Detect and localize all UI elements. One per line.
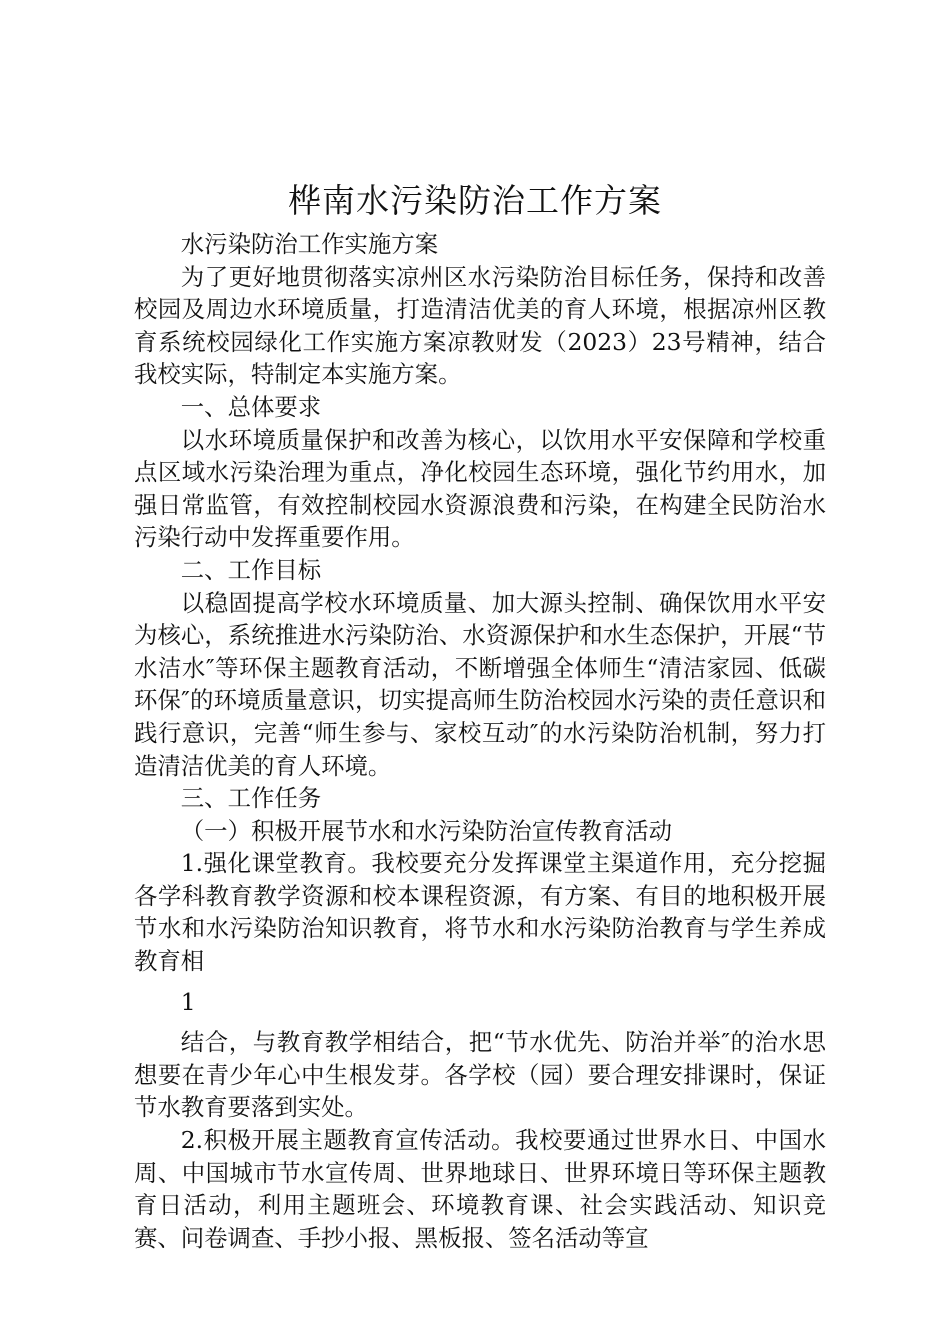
paragraph: 1.强化课堂教育。我校要充分发挥课堂主渠道作用，充分挖掘各学科教育教学资源和校本课程资源，有方案、有目的地积极开展节水和水污染防治知识教育，将节水和水污染防治教育与学生养成教育相 xyxy=(134,849,826,976)
paragraph: 为了更好地贯彻落实凉州区水污染防治目标任务，保持和改善校园及周边水环境质量，打造清洁优美的育人环境，根据凉州区教育系统校园绿化工作实施方案凉教财发（2023）23号精神，结合我校实际，特制定本实施方案。 xyxy=(134,262,826,389)
section-heading: 三、工作任务 xyxy=(180,784,322,813)
section-heading: 水污染防治工作实施方案 xyxy=(180,230,439,258)
section-heading: 一、总体要求 xyxy=(180,392,322,421)
paragraph: 以稳固提高学校水环境质量、加大源头控制、确保饮用水平安为核心，系统推进水污染防治、水资源保护和水生态保护，开展“节水洁水″等环保主题教育活动，不断增强全体师生“清洁家园、低碳环保″的环境质量意识，切实提高师生防治校园水污染的责任意识和践行意识，完善“师生参与、家校互动″的水污染防治机制，努力打造清洁优美的育人环境。 xyxy=(134,588,826,780)
paragraph: 2.积极开展主题教育宣传活动。我校要通过世界水日、中国水周、中国城市节水宣传周、世界地球日、世界环境日等环保主题教育日活动，利用主题班会、环境教育课、社会实践活动、知识竞赛、问卷调查、手抄小报、黑板报、签名活动等宣 xyxy=(134,1126,826,1252)
paragraph: 结合，与教育教学相结合，把“节水优先、防治并举″的治水思想要在青少年心中生根发芽。各学校（园）要合理安排课时，保证节水教育要落到实处。 xyxy=(134,1028,826,1122)
paragraph: 以水环境质量保护和改善为核心，以饮用水平安保障和学校重点区域水污染治理为重点，净化校园生态环境，强化节约用水，加强日常监管，有效控制校园水资源浪费和污染，在构建全民防治水污染行动中发挥重要作用。 xyxy=(134,425,826,552)
section-heading: 二、工作目标 xyxy=(180,555,322,584)
page-number: 1 xyxy=(180,987,196,1016)
document-body xyxy=(134,228,826,1254)
subsection-heading: （一）积极开展节水和水污染防治宣传教育活动 xyxy=(180,816,672,845)
document-title: 桦南水污染防治工作方案 xyxy=(288,181,662,220)
